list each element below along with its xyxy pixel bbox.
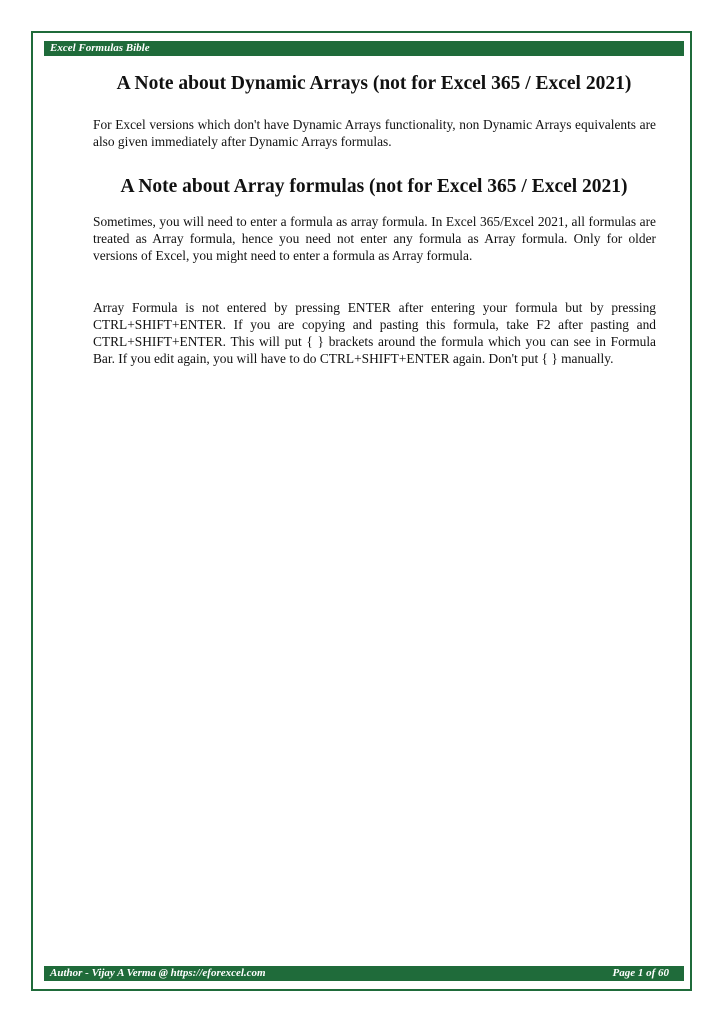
section-heading-dynamic-arrays: A Note about Dynamic Arrays (not for Excel 365 / Excel 2021): [116, 73, 632, 94]
section-heading-array-formulas: A Note about Array formulas (not for Excel 365 / Excel 2021): [120, 176, 628, 197]
paragraph-array-formula-intro: Sometimes, you will need to enter a formula as array formula. In Excel 365/Excel 2021, all formulas are treated as Array formula, hence you need not enter any formula as Array formula. Only for older versions of Excel, you might need to enter a formula as Array formula.: [93, 214, 656, 263]
paragraph-dynamic-arrays-note: For Excel versions which don't have Dynamic Arrays functionality, non Dynamic Arrays equivalents are also given immediately after Dynamic Arrays formulas.: [93, 117, 656, 149]
footer-author: Author - Vijay A Verma @ https://eforexcel.com: [50, 967, 266, 979]
header-title: Excel Formulas Bible: [50, 42, 150, 54]
page-footer-bar: [44, 966, 684, 981]
page-header-bar: [44, 41, 684, 56]
footer-page-number: Page 1 of 60: [612, 967, 669, 979]
paragraph-array-formula-entry: Array Formula is not entered by pressing ENTER after entering your formula but by pressing CTRL+SHIFT+ENTER. If you are copying and pasting this formula, take F2 after pasting and CTRL+SHIFT+ENTER. This will put { } brackets around the formula which you can see in Formula Bar. If you edit again, you will have to do CTRL+SHIFT+ENTER again. Don't put { } manually.: [93, 300, 656, 366]
